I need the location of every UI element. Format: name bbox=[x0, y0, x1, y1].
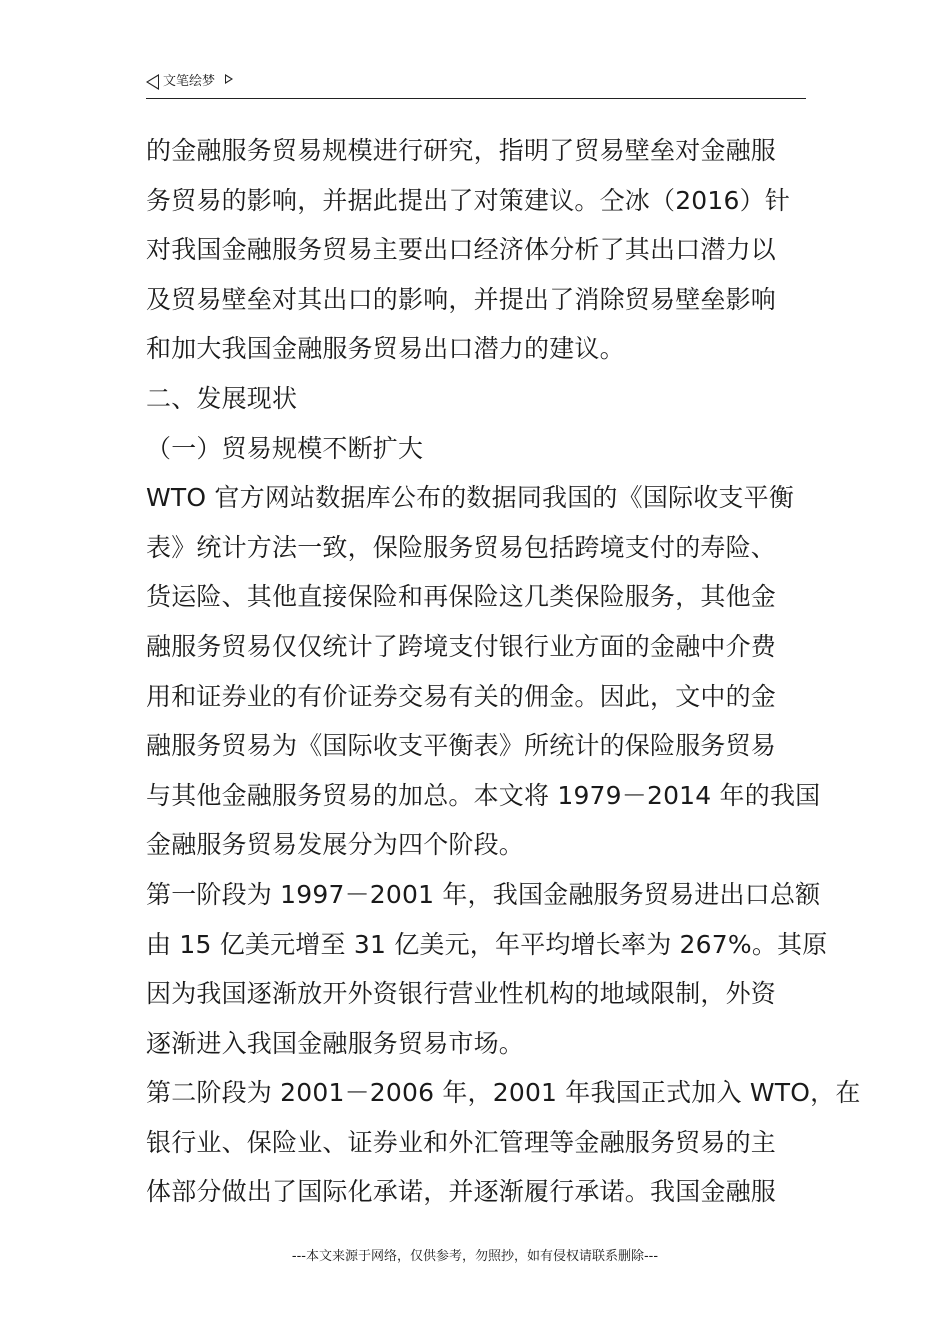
header-title: 文笔绘梦 bbox=[163, 74, 216, 89]
text-line: 对我国金融服务贸易主要出口经济体分析了其出口潜力以 bbox=[146, 235, 777, 265]
text-line: 货运险、其他直接保险和再保险这几类保险服务，其他金 bbox=[146, 582, 777, 612]
text-line: 银行业、保险业、证券业和外汇管理等金融服务贸易的主 bbox=[146, 1127, 777, 1157]
text-line: 的金融服务贸易规模进行研究，指明了贸易壁垒对金融服 bbox=[146, 136, 777, 165]
text-line: 逐渐进入我国金融服务贸易市场。 bbox=[146, 1028, 525, 1058]
document-body bbox=[146, 126, 861, 1217]
text-line: 体部分做出了国际化承诺，并逐渐履行承诺。我国金融服 bbox=[146, 1177, 777, 1207]
footer-disclaimer: ---本文来源于网络，仅供参考，勿照抄，如有侵权请联系删除--- bbox=[291, 1249, 659, 1264]
subsection-heading: （一）贸易规模不断扩大 bbox=[146, 433, 424, 463]
text-line: 用和证券业的有价证券交易有关的佣金。因此，文中的金 bbox=[146, 681, 777, 711]
text-line: 因为我国逐渐放开外资银行营业性机构的地域限制，外资 bbox=[146, 979, 777, 1009]
triangle-left-icon bbox=[146, 74, 159, 90]
section-heading: 二、发展现状 bbox=[146, 383, 298, 413]
triangle-right-icon bbox=[225, 74, 233, 84]
text-line: 和加大我国金融服务贸易出口潜力的建议。 bbox=[146, 334, 625, 364]
text-line: WTO 官方网站数据库公布的数据同我国的《国际收支平衡 bbox=[146, 483, 795, 513]
text-line: 第二阶段为 2001－2006 年，2001 年我国正式加入 WTO，在 bbox=[146, 1078, 861, 1108]
text-line: 与其他金融服务贸易的加总。本文将 1979－2014 年的我国 bbox=[146, 780, 821, 810]
text-line: 由 15 亿美元增至 31 亿美元，年平均增长率为 267%。其原 bbox=[146, 929, 828, 959]
text-line: 务贸易的影响，并据此提出了对策建议。仝冰（2016）针 bbox=[146, 185, 791, 215]
page-header bbox=[146, 70, 806, 99]
text-line: 表》统计方法一致，保险服务贸易包括跨境支付的寿险、 bbox=[146, 532, 777, 562]
header-inner bbox=[146, 74, 233, 90]
text-line: 及贸易壁垒对其出口的影响，并提出了消除贸易壁垒影响 bbox=[146, 284, 777, 314]
text-line: 金融服务贸易发展分为四个阶段。 bbox=[146, 830, 525, 860]
text-line: 第一阶段为 1997－2001 年，我国金融服务贸易进出口总额 bbox=[146, 879, 821, 909]
text-line: 融服务贸易仅仅统计了跨境支付银行业方面的金融中介费 bbox=[146, 631, 777, 661]
text-line: 融服务贸易为《国际收支平衡表》所统计的保险服务贸易 bbox=[146, 731, 777, 761]
